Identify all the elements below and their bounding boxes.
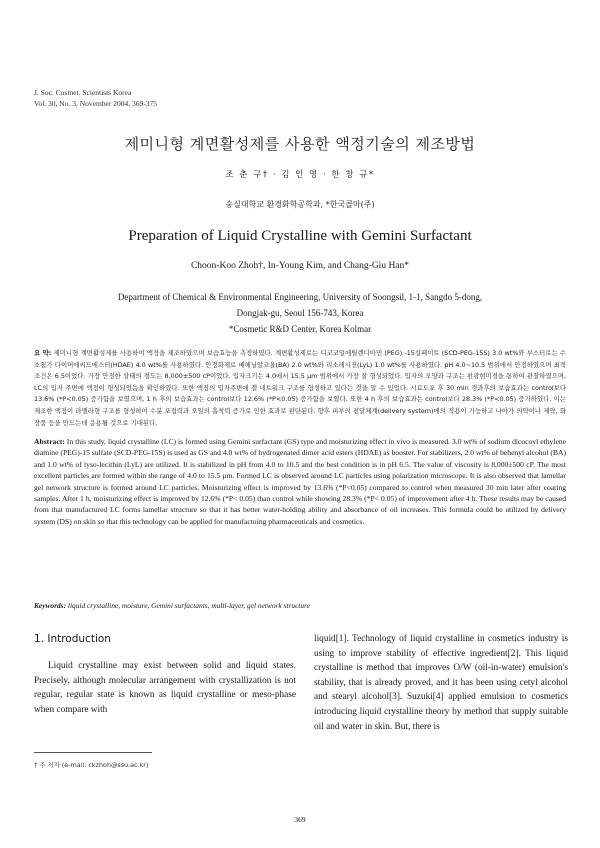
footnote-divider — [34, 752, 152, 753]
abstract-korean — [34, 348, 566, 429]
abstract-korean-label: 요 약: — [34, 349, 52, 357]
affiliation-line: Department of Chemical & Environmental Engineering, University of Soongsil, 1-1, Sangdo 5-dong, — [117, 292, 483, 302]
journal-name: J. Soc. Cosmet. Scientists Korea — [34, 88, 132, 97]
right-column — [314, 632, 568, 734]
affiliation-line: Dongjak-gu, Seoul 156-743, Korea — [236, 308, 364, 318]
affiliation-line: *Cosmetic R&D Center, Korea Kolmar — [228, 324, 372, 334]
footnote: † 주 저자 (e-mail: ckzhoh@ssu.ac.kr) — [34, 761, 149, 769]
left-column — [34, 633, 296, 717]
authors-english: Choon-Koo Zhoh†, In-Young Kim, and Chang-Giu Han* — [190, 261, 410, 271]
introduction-paragraph-right: liquid[1]. Technology of liquid crystalline in cosmetics industry is using to improve stability of effective ingredient[2]. This liquid crystalline is method that improves O/W (oil-in-water) emulsion's stability, that is already proved, and it has been using cetyl alcohol and stearyl alcohol[3]. Suzuki[4] applied emulsion to cosmetics introducing liquid crystalline theory by method that supply suitable oil and water in skin. But, there is — [314, 634, 568, 732]
section-heading-introduction: 1. Introduction — [34, 633, 111, 645]
affiliation-korean: 숭실대학교 환경화학공학과, *한국콜마(주) — [225, 200, 375, 209]
authors-korean: 조 춘 구† · 김 인 영 · 한 창 규* — [225, 170, 375, 180]
journal-header — [34, 88, 157, 109]
affiliation-english — [60, 289, 540, 337]
page-number: 369 — [294, 815, 306, 824]
title-korean: 제미니형 계면활성제를 사용한 액정기술의 제조방법 — [124, 135, 476, 153]
abstract-english — [34, 436, 566, 527]
keywords-text: liquid crystalline, moisture, Gemini surfactants, multi-layer, gel network structure — [67, 601, 310, 610]
keywords-label: Keywords: — [34, 601, 67, 610]
introduction-paragraph-left: Liquid crystalline may exist between solid and liquid states. Precisely, although molecular arrangement with crystallization is not regular, regular state is known as liquid crystalline or meso-phase when compare with — [34, 661, 296, 715]
title-english: Preparation of Liquid Crystalline with Gemini Surfactant — [128, 228, 472, 244]
abstract-korean-text: 제미니형 계면활성제를 사용하여 액정을 제조하였으며 보습효능을 측정하였다. 계면활성제로는 디코코일에틸렌디아민 (PEG) -15설페이트 (SCD-PEG-15S) 3.0 wt%와 부스터로는 수소첨가 다이머에씨드에스터(HDAE) 4.0 wt%를 사용하였다. 안정화제로 베헤닐알코올(BA) 2.0 wt%와 리소레시진(LyL) 1.0 wt%를 사용하였다. pH 4.0~10.5 범위에서 안정하였으며 최적조건은 6.5이었다. 가장 안정한 상태의 점도는 8,000±500 cP이었다. 입자크기는 4.0에서 15.5 μm 범위에서 가장 잘 형성되었다. 입자의 모양과 구조는 편광현미경을 통하여 관찰하였으며, LC의 입자 주변에 액정이 형성되었음을 확인하였다. 또한 액정의 입자주변에 겔 네트워크 구조를 형성하고 있다는 것을 알 수 있었다. 시료도포 후 30 min 경과후의 보습효과는 control보다 13.6% (*P<0.05) 증가함을 보였으며, 1 h 후의 보습효과는 control보다 12.6% (*P<0.05) 증가함을 보였다. 또한 4 h 후의 보습효과는 control보다 28.3% (*P<0.05) 증가하였다. 이는 제조한 액정이 라멜라형 구조를 형성하여 수분 포접력과 오일의 흡착력 증가로 인한 효과로 판단된다. 향후 피부의 전달체계(delivery system)에의 적용이 가능하고 나아가 의약이나 제약, 화장품 등을 만드는데 응용될 것으로 기대된다. — [34, 349, 566, 427]
keywords — [34, 601, 566, 610]
abstract-english-text: In this study, liquid crystalline (LC) is formed using Gemini surfactant (GS) type and moisturizing effect in vivo is measured. 3.0 wt% of sodium dicocoyl ethylene diamine (PEG)-15 sulfate (SCD-PEG-15S) is used as GS and 4.0 wt% of hydrogenated dimer acid esters (HDAE) as booster. For stabilizers, 2.0 wt% of behenyl alcohol (BA) and 1.0 wt% of lyso-lecithin (LyL) are utilized. It is stabilized in pH from 4.0 to 10.5 and the best condition is in pH 6.5. The value of viscosity is 8,000±500 cP. The most excellent particles are formed within the range of 4.0 to 15.5 μm. Formed LC is observed around LC particles using polarization microscope. It is also observed that lamellar gel network structure is formed around LC particles. Moisturizing effect is improved by 13.6% (*P<0.05) compared to control when measured 30 min later after coating samples. After 1 h, moisturizing effect is improved by 12.6% (*P< 0.05) than control while showing 28.3% (*P< 0.05) of improvement after 4 h. These results may be caused from that manufactured LC forms lamellar structure so that it has better water-holding ability and absorbance of oil increases. This formula could be utilized by delivery system (DS) on skin so that this technology can be applied for manufactuing pharmaceuticals and cosmetics. — [34, 437, 566, 526]
journal-volume: Vol. 30, No. 3, November 2004, 369-375 — [34, 98, 157, 108]
abstract-english-label: Abstract: — [34, 437, 65, 446]
